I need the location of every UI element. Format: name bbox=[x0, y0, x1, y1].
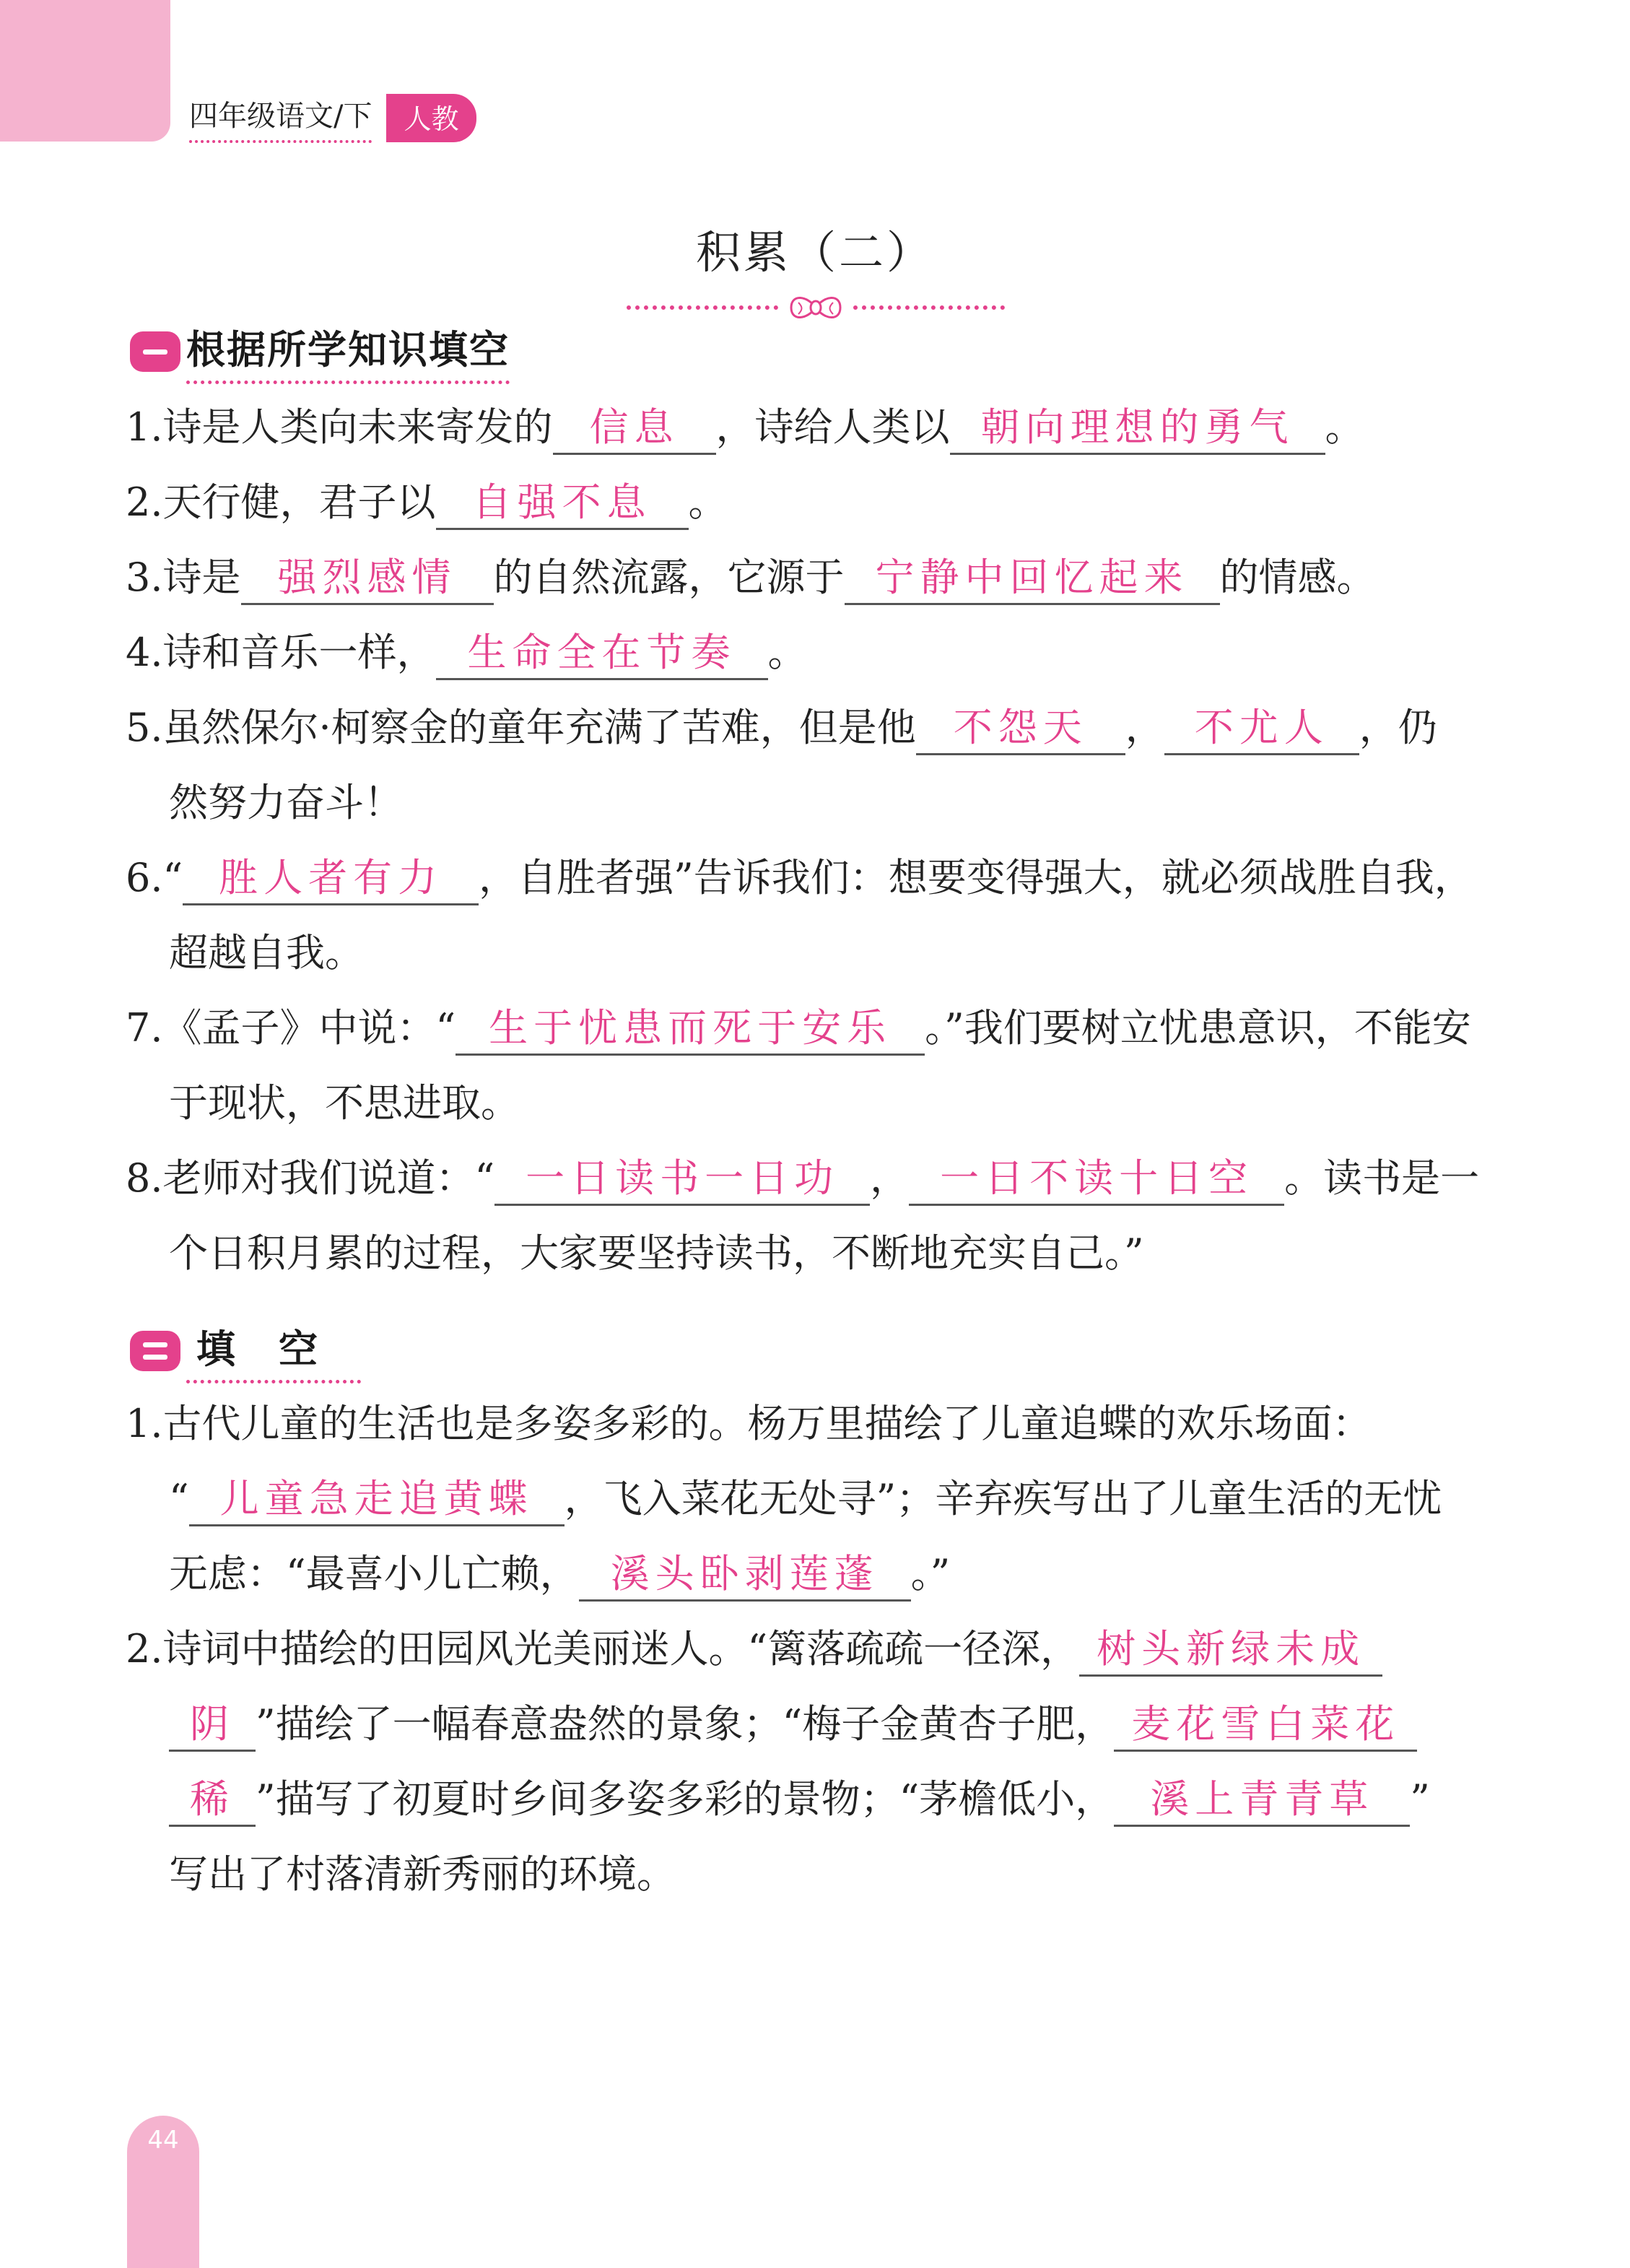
question-1-4: 4.诗和音乐一样， 生命全在节奏 。 bbox=[126, 615, 1509, 690]
answer-blank[interactable]: 树头新绿未成 bbox=[1079, 1624, 1382, 1677]
edition-badge: 人教 bbox=[386, 94, 476, 142]
section-2-title: 填空 bbox=[186, 1318, 361, 1383]
bow-icon bbox=[787, 290, 845, 326]
answer-blank[interactable]: 一日不读十日空 bbox=[909, 1153, 1284, 1206]
section-2-heading bbox=[130, 1318, 361, 1383]
section-1-number-badge bbox=[130, 331, 180, 372]
question-1-6: 6.“ 胜人者有力 ，自胜者强”告诉我们：想要变得强大，就必须战胜自我， 超越自我。 bbox=[126, 840, 1509, 991]
answer-blank[interactable]: 强烈感情 bbox=[241, 552, 494, 605]
question-1-3: 3.诗是 强烈感情 的自然流露，它源于 宁静中回忆起来 的情感。 bbox=[126, 540, 1509, 615]
section-1-title: 根据所学知识填空 bbox=[186, 319, 510, 384]
corner-tab bbox=[0, 0, 170, 142]
page-number: 44 bbox=[147, 2126, 179, 2155]
answer-blank[interactable]: 自强不息 bbox=[436, 477, 689, 530]
answer-blank[interactable]: 阴 bbox=[169, 1699, 256, 1752]
answer-blank[interactable]: 溪上青青草 bbox=[1114, 1774, 1410, 1827]
answer-blank[interactable]: 胜人者有力 bbox=[183, 853, 479, 905]
answer-blank[interactable]: 朝向理想的勇气 bbox=[950, 402, 1325, 455]
answer-blank[interactable]: 稀 bbox=[169, 1774, 256, 1827]
answer-blank[interactable]: 生命全在节奏 bbox=[436, 627, 768, 680]
lesson-title: 积累（二） bbox=[695, 226, 934, 279]
question-1-1: 1.诗是人类向未来寄发的 信息 ，诗给人类以 朝向理想的勇气 。 bbox=[126, 390, 1509, 465]
question-2-2: 2.诗词中描绘的田园风光美丽迷人。“篱落疏疏一径深， 树头新绿未成 阴 ”描绘了一幅春意盎然的景象；“梅子金黄杏子肥， 麦花雪白菜花 稀 ”描写了初夏时乡间多姿多彩的景物；“茅檐低小， 溪上青青草 ” 写出了村落清新秀丽的环境。 bbox=[126, 1612, 1509, 1912]
grade-label: 四年级语文/下 bbox=[189, 93, 372, 143]
question-1-2: 2.天行健，君子以 自强不息 。 bbox=[126, 465, 1509, 540]
answer-blank[interactable]: 信息 bbox=[553, 402, 716, 455]
question-1-5: 5.虽然保尔·柯察金的童年充满了苦难，但是他 不怨天 ， 不尤人 ，仍 然努力奋斗！ bbox=[126, 690, 1509, 840]
section-1-heading bbox=[130, 319, 510, 384]
answer-blank[interactable]: 不怨天 bbox=[916, 703, 1125, 755]
question-1-8: 8.老师对我们说道：“ 一日读书一日功 ， 一日不读十日空 。读书是一 个日积月累的过程，大家要坚持读书，不断地充实自己。” bbox=[126, 1141, 1509, 1291]
answer-blank[interactable]: 宁静中回忆起来 bbox=[845, 552, 1220, 605]
answer-blank[interactable]: 不尤人 bbox=[1164, 703, 1359, 755]
section-2-number-badge bbox=[130, 1331, 180, 1371]
page-header bbox=[189, 92, 476, 143]
question-2-1: 1.古代儿童的生活也是多姿多彩的。杨万里描绘了儿童追蝶的欢乐场面： “ 儿童急走追黄蝶 ，飞入菜花无处寻”；辛弃疾写出了儿童生活的无忧 无虑：“最喜小儿亡赖， 溪头卧剥莲蓬 。” bbox=[126, 1386, 1509, 1612]
answer-blank[interactable]: 一日读书一日功 bbox=[494, 1153, 870, 1206]
answer-blank[interactable]: 溪头卧剥莲蓬 bbox=[579, 1549, 911, 1602]
answer-blank[interactable]: 儿童急走追黄蝶 bbox=[189, 1474, 565, 1526]
title-ornament bbox=[621, 287, 1011, 328]
answer-blank[interactable]: 生于忧患而死于安乐 bbox=[456, 1003, 925, 1056]
answer-blank[interactable]: 麦花雪白菜花 bbox=[1114, 1699, 1417, 1752]
question-1-7: 7.《孟子》中说：“ 生于忧患而死于安乐 。”我们要树立忧患意识，不能安 于现状，不思进取。 bbox=[126, 991, 1509, 1141]
